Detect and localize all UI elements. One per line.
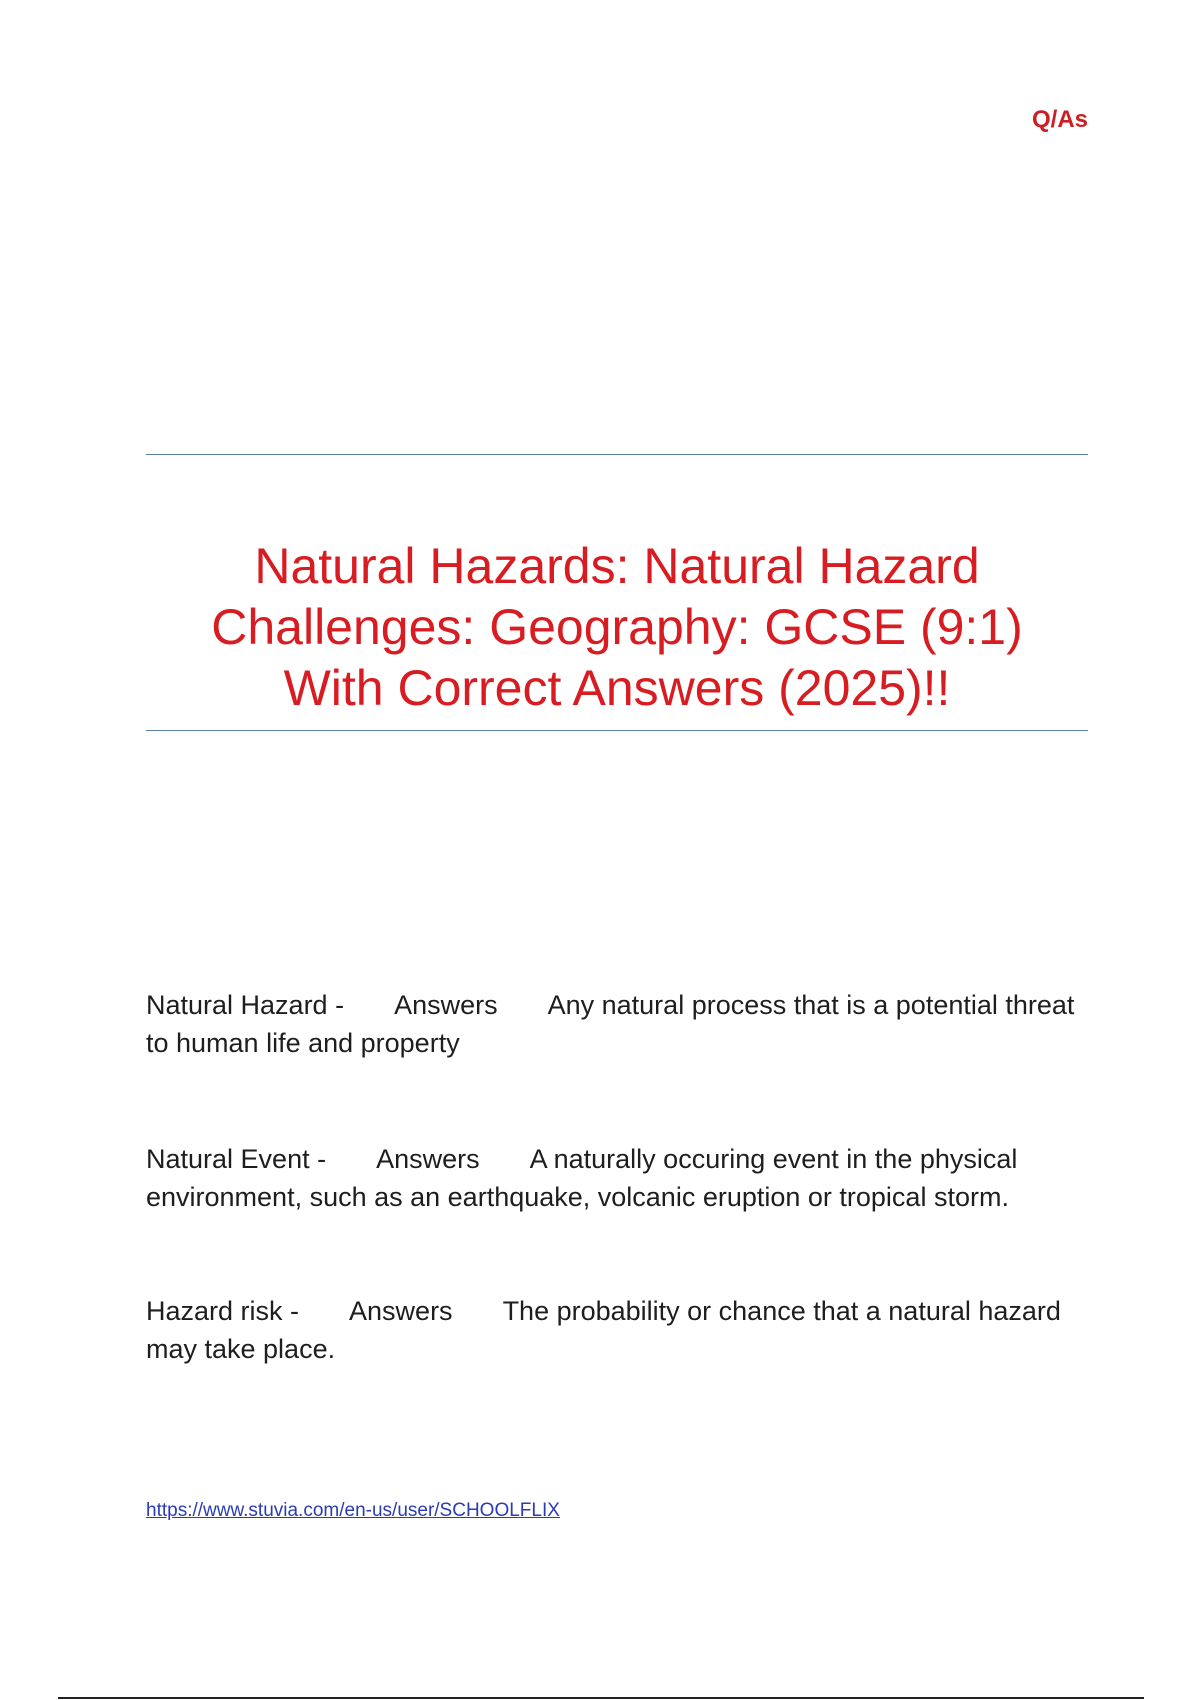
qa-term: Natural Event - (146, 1144, 327, 1174)
qa-answer: The probability or chance that a natural hazard may take place. (146, 1296, 1061, 1364)
title-rule-bottom (146, 730, 1088, 731)
qa-term: Hazard risk - (146, 1296, 300, 1326)
qa-answer: Any natural process that is a potential threat to human life and property (146, 990, 1075, 1058)
qa-answers-label: Answers (349, 1296, 453, 1326)
qa-item (146, 986, 1076, 1062)
qas-tag: Q/As (1031, 106, 1088, 133)
title-line-1: Natural Hazards: Natural Hazard (254, 538, 980, 594)
title-line-2: Challenges: Geography: GCSE (9:1) (211, 599, 1023, 655)
title-rule-top (146, 454, 1088, 455)
qa-answer: A naturally occuring event in the physical environment, such as an earthquake, volcanic eruption or tropical storm. (146, 1144, 1018, 1212)
document-title (146, 536, 1088, 719)
author-profile-link[interactable]: https://www.stuvia.com/en-us/user/SCHOOLFLIX (146, 1500, 560, 1521)
qa-answers-label: Answers (394, 990, 498, 1020)
qa-term: Natural Hazard - (146, 990, 345, 1020)
qa-item (146, 1140, 1076, 1216)
qa-item (146, 1292, 1076, 1368)
qa-answers-label: Answers (376, 1144, 480, 1174)
title-line-3: With Correct Answers (2025)!! (283, 660, 951, 716)
page-bottom-rule (58, 1697, 1144, 1699)
